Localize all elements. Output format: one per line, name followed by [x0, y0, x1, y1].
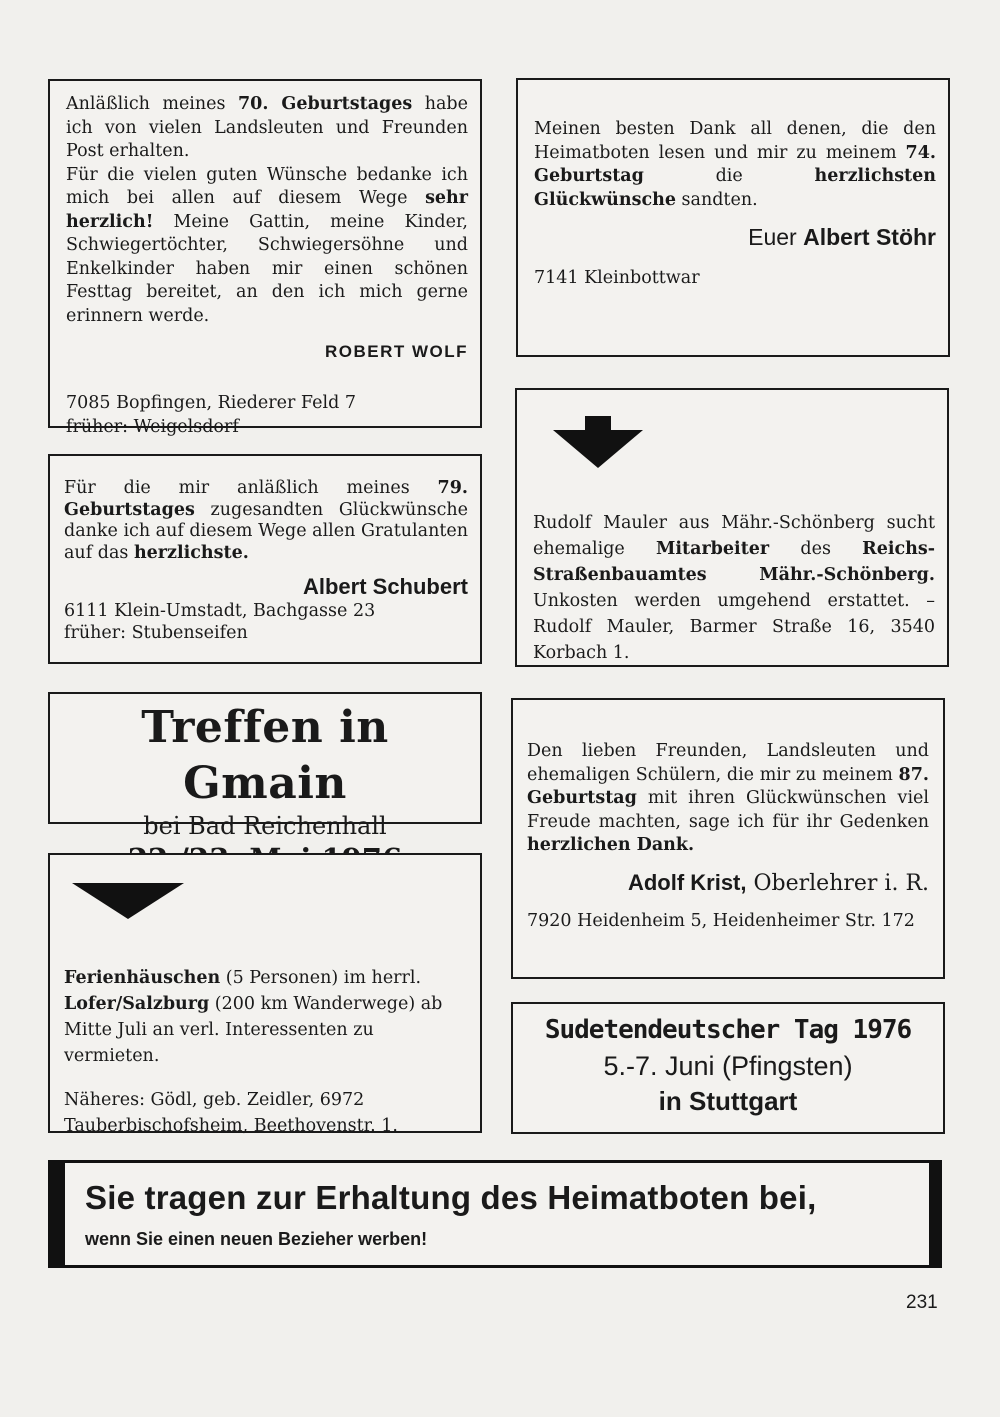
- ad-sudetendeutscher-tag: [511, 1002, 945, 1134]
- stoehr-text-a: Meinen besten Dank all denen, die den Heimatboten lesen und mir zu meinem: [534, 119, 936, 163]
- krist-text-bold-b: herzlichen Dank.: [527, 835, 695, 855]
- schubert-text-bold-b: herzlichste.: [133, 542, 249, 563]
- mauler-text-c: Unkosten werden umgehend erstattet. – Rudolf Mauler, Barmer Straße 16, 3540 Korbach 1.: [533, 591, 935, 663]
- ad-treffen-gmain: [48, 692, 482, 840]
- gmain-title: Treffen in Gmain: [141, 702, 389, 809]
- banner-headline: Sie tragen zur Erhaltung des Heimatboten bei,: [85, 1179, 817, 1216]
- ferien-contact: Näheres: Gödl, geb. Zeidler, 6972 Tauberbischofsheim, Beethovenstr. 1.: [64, 1090, 398, 1136]
- wolf-signature: ROBERT WOLF: [324, 342, 468, 361]
- mauler-text: [533, 510, 935, 666]
- schubert-text-a: Für die mir anläßlich meines: [64, 478, 438, 498]
- wolf-text-c: Für die vielen guten Wünsche bedanke ich mich bei allen auf diesem Wege: [66, 164, 468, 208]
- ad-adolf-krist: [511, 698, 945, 979]
- ad-robert-wolf: [48, 79, 482, 437]
- krist-signature-name: Adolf Krist,: [627, 869, 747, 895]
- banner-bar-right: [929, 1163, 939, 1265]
- stoehr-text-bold-b: herzlichsten Glückwünsche: [534, 166, 936, 210]
- ferien-text: [64, 965, 468, 1069]
- schubert-signature: Albert Schubert: [302, 574, 468, 599]
- krist-text-a: Den lieben Freunden, Landsleuten und ehemaligen Schülern, die mir zu meinem: [527, 741, 929, 785]
- wolf-text-a: Anläßlich meines: [66, 94, 238, 114]
- stoehr-signature-prefix: Euer: [748, 224, 804, 250]
- schubert-address: [64, 600, 468, 644]
- ferien-text-bold-a: Ferienhäuschen: [64, 968, 221, 988]
- ferien-text-bold-b: Lofer/Salzburg: [64, 994, 210, 1014]
- sudeten-title: Sudetendeutscher Tag 1976: [544, 1015, 912, 1045]
- down-arrow-icon: [553, 416, 935, 472]
- sudeten-place: in Stuttgart: [658, 1086, 798, 1116]
- ad-ferienhaeuschen: [48, 853, 482, 1136]
- stoehr-text-b: die: [643, 166, 815, 186]
- wolf-text: [66, 93, 468, 328]
- schubert-address-line-2: früher: Stubenseifen: [64, 623, 248, 643]
- ferien-text-a: (5 Personen) im herrl.: [220, 968, 422, 988]
- krist-address: 7920 Heidenheim 5, Heidenheimer Str. 172: [527, 910, 915, 931]
- ad-albert-schubert: [48, 454, 482, 664]
- ad-rudolf-mauler: [515, 388, 949, 667]
- mauler-text-a: Rudolf Mauler aus Mähr.-Schönberg sucht ehemalige: [533, 513, 935, 559]
- stoehr-address: 7141 Kleinbottwar: [534, 268, 700, 288]
- schubert-text: [64, 478, 468, 564]
- krist-text-b: mit ihren Glückwünschen viel Freude machten, sage ich für ihr Gedenken: [527, 788, 929, 832]
- wolf-text-bold-b: sehr herzlich!: [66, 188, 468, 232]
- mauler-text-bold-a: Mitarbeiter: [656, 539, 770, 559]
- schubert-text-bold-a: 79. Geburtstages: [64, 478, 468, 520]
- mauler-text-b: des: [769, 539, 863, 559]
- stoehr-signature-name: Albert Stöhr: [803, 224, 936, 250]
- krist-signature: [527, 870, 929, 896]
- stoehr-text-bold-a: 74. Geburtstag: [534, 142, 936, 186]
- krist-text-bold-a: 87. Geburtstag: [527, 764, 929, 808]
- schubert-text-b: zugesandten Glückwünsche danke ich auf diesem Wege allen Gratulanten auf das: [64, 499, 468, 563]
- schubert-address-line-1: 6111 Klein-Umstadt, Bachgasse 23: [64, 601, 376, 621]
- gmain-subtitle: bei Bad Reichenhall: [143, 812, 387, 840]
- mauler-text-bold-b: Reichs-Straßenbauamtes Mähr.-Schönberg.: [533, 539, 935, 585]
- stoehr-text-c: sandten.: [675, 189, 758, 210]
- wolf-text-d: Meine Gattin, meine Kinder, Schwiegertöchter, Schwiegersöhne und Enkelkinder haben mir einen schönen Festtag bereitet, an den ich mich gerne erinnern werde.: [66, 211, 468, 326]
- wolf-address-line-2: früher: Weigelsdorf: [66, 416, 239, 437]
- wolf-text-b: habe ich von vielen Landsleuten und Freunden Post erhalten.: [66, 94, 468, 161]
- subscription-banner: [48, 1160, 942, 1268]
- ad-albert-stoehr: [516, 78, 950, 357]
- wolf-address: [66, 392, 468, 439]
- krist-text: [527, 740, 929, 858]
- wolf-address-line-1: 7085 Bopfingen, Riederer Feld 7: [66, 393, 356, 413]
- sudeten-dates: 5.-7. Juni (Pfingsten): [603, 1051, 853, 1081]
- stoehr-text: [534, 118, 936, 212]
- stoehr-signature: [534, 224, 936, 251]
- banner-bar-left: [51, 1163, 65, 1265]
- page-number: 231: [906, 1292, 938, 1313]
- banner-subline: wenn Sie einen neuen Bezieher werben!: [85, 1229, 428, 1249]
- ferien-text-b: (200 km Wanderwege) ab Mitte Juli an verl. Interessenten zu vermieten.: [64, 994, 443, 1066]
- down-arrow-icon: [72, 883, 468, 923]
- krist-signature-title: Oberlehrer i. R.: [746, 870, 929, 896]
- wolf-text-bold-a: 70. Geburtstages: [237, 94, 413, 114]
